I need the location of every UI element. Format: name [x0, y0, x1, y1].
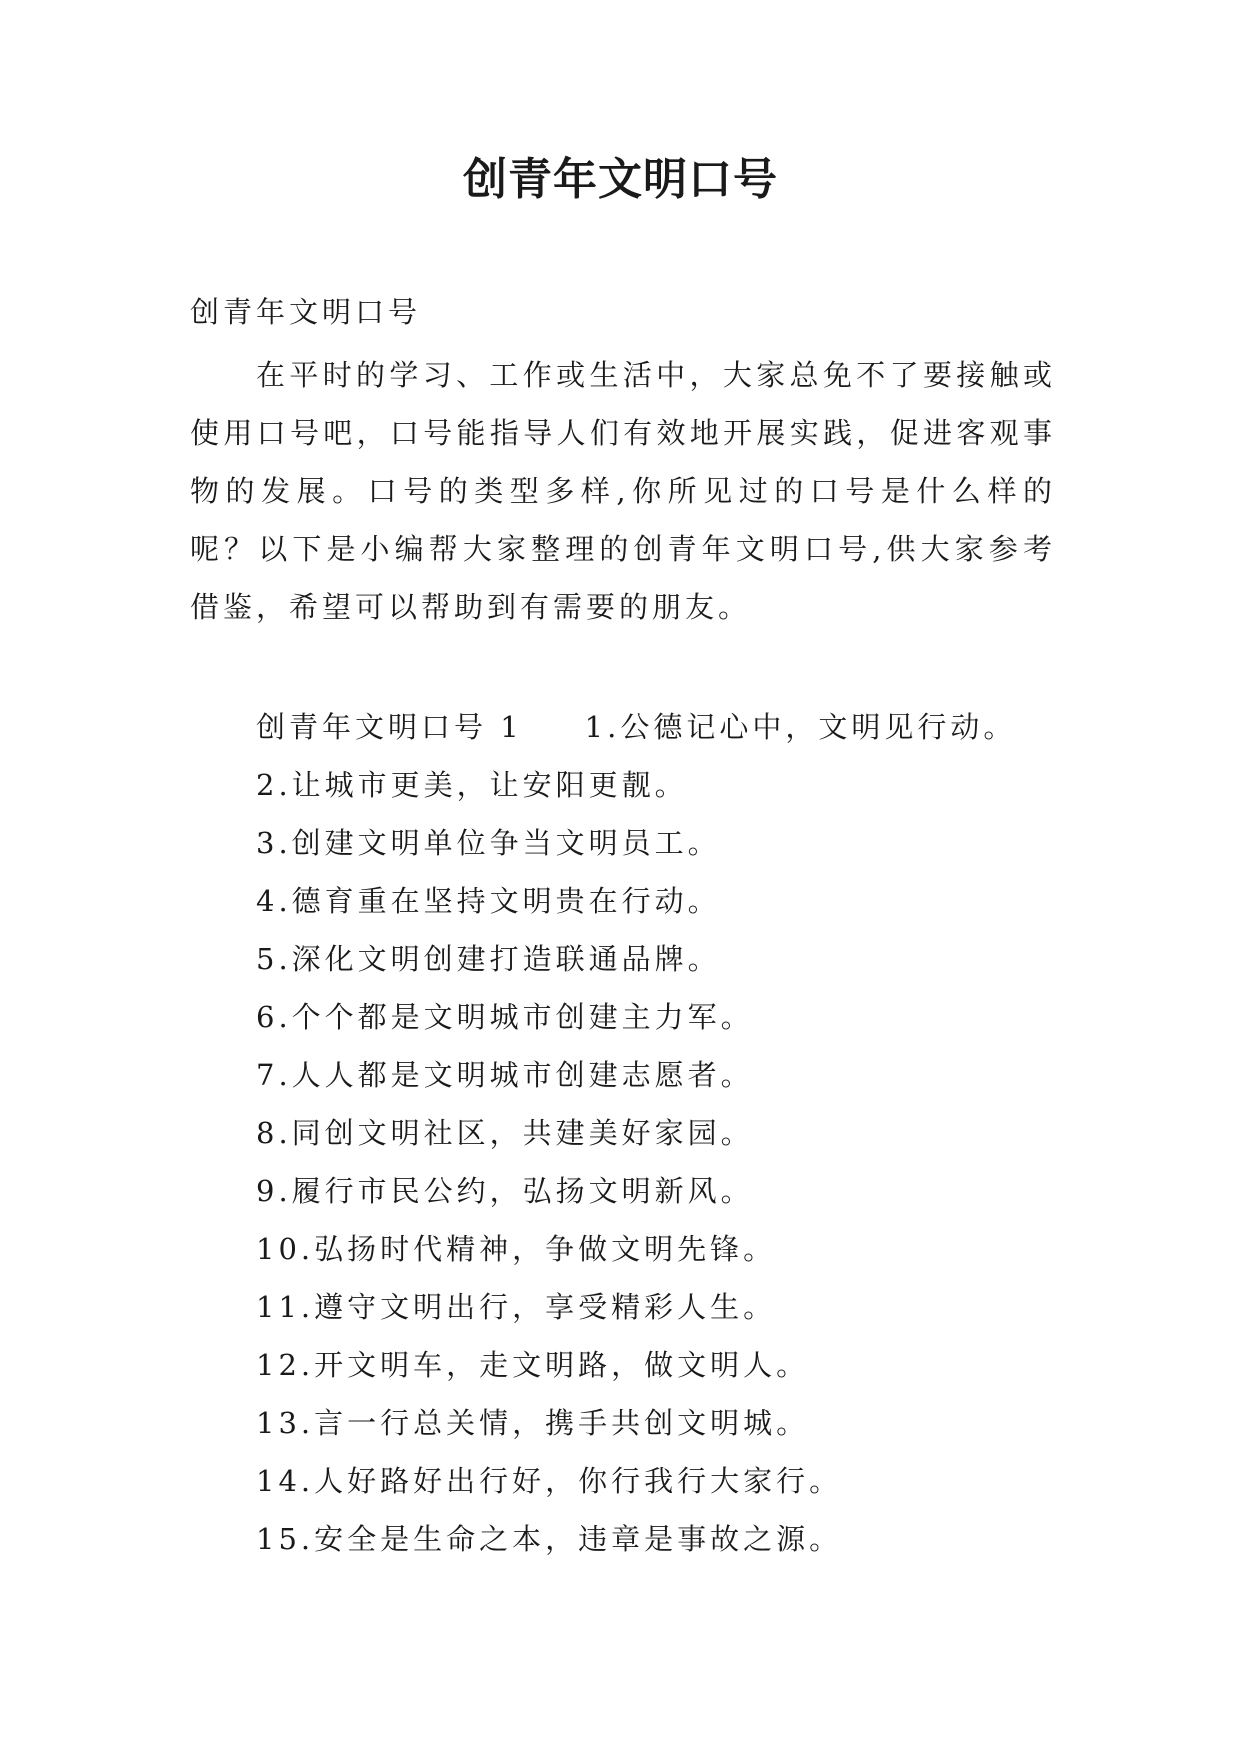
- list-item: 9.履行市民公约，弘扬文明新风。: [256, 1174, 754, 1208]
- document-subtitle: 创青年文明口号: [190, 295, 422, 329]
- list-item: 3.创建文明单位争当文明员工。: [256, 826, 721, 860]
- document-title: 创青年文明口号: [463, 154, 778, 205]
- slogan-list: [256, 698, 1076, 1568]
- list-item: 7.人人都是文明城市创建志愿者。: [256, 1058, 754, 1092]
- list-item: 14.人好路好出行好，你行我行大家行。: [256, 1464, 843, 1498]
- list-item: 11.遵守文明出行，享受精彩人生。: [256, 1290, 777, 1324]
- list-item: 5.深化文明创建打造联通品牌。: [256, 942, 721, 976]
- list-item: 10.弘扬时代精神，争做文明先锋。: [256, 1232, 777, 1266]
- list-item: 4.德育重在坚持文明贵在行动。: [256, 884, 721, 918]
- slogan-text: 1.公德记心中，文明见行动。: [584, 710, 1017, 744]
- list-item: [256, 698, 1076, 756]
- section-heading: 创青年文明口号 1: [256, 710, 523, 744]
- list-item: 15.安全是生命之本，违章是事故之源。: [256, 1522, 843, 1556]
- list-item: 2.让城市更美，让安阳更靓。: [256, 768, 688, 802]
- list-item: 8.同创文明社区，共建美好家园。: [256, 1116, 754, 1150]
- intro-paragraph: 在平时的学习、工作或生活中，大家总免不了要接触或使用口号吧，口号能指导人们有效地开展实践，促进客观事物的发展。口号的类型多样,你所见过的口号是什么样的呢？以下是小编帮大家整理的创青年文明口号,供大家参考借鉴，希望可以帮助到有需要的朋友。: [190, 358, 1056, 624]
- list-item: 13.言一行总关情，携手共创文明城。: [256, 1406, 810, 1440]
- list-item: 12.开文明车，走文明路，做文明人。: [256, 1348, 810, 1382]
- list-item: 6.个个都是文明城市创建主力军。: [256, 1000, 754, 1034]
